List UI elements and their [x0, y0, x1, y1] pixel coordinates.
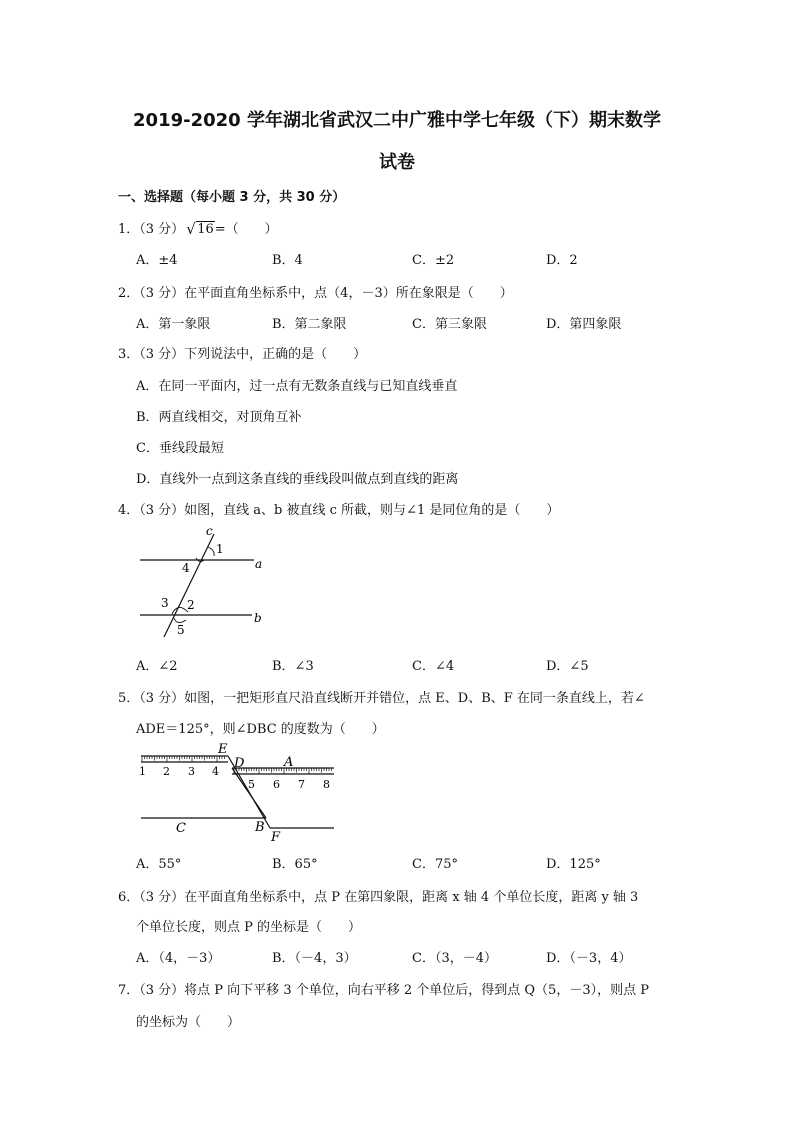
section-heading: 一、选择题（每小题 3 分，共 30 分） — [118, 190, 346, 205]
exam-title-line1: 2019-2020 学年湖北省武汉二中广雅中学七年级（下）期末数学 — [133, 110, 661, 131]
label-c: c — [206, 524, 213, 538]
q6-option-d: D．（－3，4） — [546, 951, 632, 966]
q5-figure — [136, 742, 356, 845]
q2-option-d: D．第四象限 — [546, 317, 622, 332]
label-C: C — [176, 821, 186, 836]
label-B: B — [255, 820, 265, 835]
question-2: 2．（3 分）在平面直角坐标系中，点（4，－3）所在象限是（ ） — [118, 286, 513, 301]
label-b: b — [254, 611, 262, 625]
q5-option-a: A．55° — [136, 857, 182, 872]
ruler-5: 5 — [248, 778, 255, 791]
angle-arc-5 — [174, 618, 186, 623]
question-6-line1: 6．（3 分）在平面直角坐标系中，点 P 在第四象限，距离 x 轴 4 个单位长度，距离 y 轴 3 — [118, 890, 639, 905]
q2-option-a: A．第一象限 — [136, 317, 211, 332]
label-a: a — [255, 557, 263, 571]
exam-title-line2: 试卷 — [379, 152, 415, 173]
question-6-line2: 个单位长度，则点 P 的坐标是（ ） — [136, 920, 362, 935]
q6-option-c: C．（3，－4） — [412, 951, 497, 966]
sqrt-radicand: 16 — [197, 222, 214, 237]
ruler-6: 6 — [273, 778, 280, 791]
q3-option-b: B．两直线相交，对顶角互补 — [136, 410, 302, 425]
label-5: 5 — [177, 623, 185, 637]
question-1-prefix: 1．（3 分） — [118, 222, 185, 237]
question-5-line2: ADE＝125°，则∠DBC 的度数为（ ） — [136, 722, 385, 737]
q6-option-b: B．（－4，3） — [272, 951, 357, 966]
sqrt-symbol: √ 16 — [186, 220, 214, 238]
line-c — [164, 534, 214, 637]
q4-figure — [134, 522, 274, 642]
q3-option-d: D．直线外一点到这条直线的垂线段叫做点到直线的距离 — [136, 472, 459, 487]
q3-option-c: C．垂线段最短 — [136, 441, 224, 456]
ruler-3: 3 — [188, 765, 195, 778]
label-D: D — [234, 756, 245, 771]
ruler-2: 2 — [163, 765, 170, 778]
left-ruler-ticks — [142, 756, 225, 762]
angle-arc-1 — [208, 547, 214, 556]
label-E: E — [218, 742, 228, 757]
q1-option-a: A．±4 — [136, 253, 178, 268]
question-5-line1: 5．（3 分）如图，一把矩形直尺沿直线断开并错位，点 E、D、B、F 在同一条直线上，若∠ — [118, 691, 645, 706]
ruler-4: 4 — [212, 765, 219, 778]
question-3: 3．（3 分）下列说法中，正确的是（ ） — [118, 347, 367, 362]
question-1 — [118, 218, 278, 237]
label-2: 2 — [187, 598, 195, 612]
angle-arc-3-2 — [172, 607, 188, 614]
label-3: 3 — [161, 596, 169, 610]
label-A: A — [284, 755, 294, 770]
q2-option-b: B．第二象限 — [272, 317, 347, 332]
q4-option-c: C．∠4 — [412, 659, 455, 674]
question-7-line2: 的坐标为（ ） — [136, 1015, 241, 1030]
q1-option-b: B．4 — [272, 253, 303, 268]
label-F: F — [271, 830, 281, 845]
question-7-line1: 7．（3 分）将点 P 向下平移 3 个单位，向右平移 2 个单位后，得到点 Q（5，－3），则点 P — [118, 983, 649, 998]
q5-option-d: D．125° — [546, 857, 601, 872]
ruler-8: 8 — [323, 778, 330, 791]
label-4: 4 — [182, 561, 190, 575]
q4-option-d: D．∠5 — [546, 659, 589, 674]
q4-option-a: A．∠2 — [136, 659, 178, 674]
ruler-7: 7 — [298, 778, 305, 791]
q3-option-a: A．在同一平面内，过一点有无数条直线与已知直线垂直 — [136, 379, 458, 394]
q4-option-b: B．∠3 — [272, 659, 314, 674]
q5-option-b: B．65° — [272, 857, 318, 872]
q6-option-a: A．（4，－3） — [136, 951, 221, 966]
q5-option-c: C．75° — [412, 857, 458, 872]
label-1: 1 — [216, 542, 224, 556]
ruler-1: 1 — [139, 765, 146, 778]
question-4: 4．（3 分）如图，直线 a、b 被直线 c 所截，则与∠1 是同位角的是（ ） — [118, 503, 560, 518]
right-ruler-ticks — [234, 768, 332, 774]
q1-option-d: D．2 — [546, 253, 578, 268]
question-1-suffix: =（ ） — [214, 222, 278, 237]
q2-option-c: C．第三象限 — [412, 317, 487, 332]
q1-option-c: C．±2 — [412, 253, 455, 268]
transversal-db — [232, 768, 266, 818]
